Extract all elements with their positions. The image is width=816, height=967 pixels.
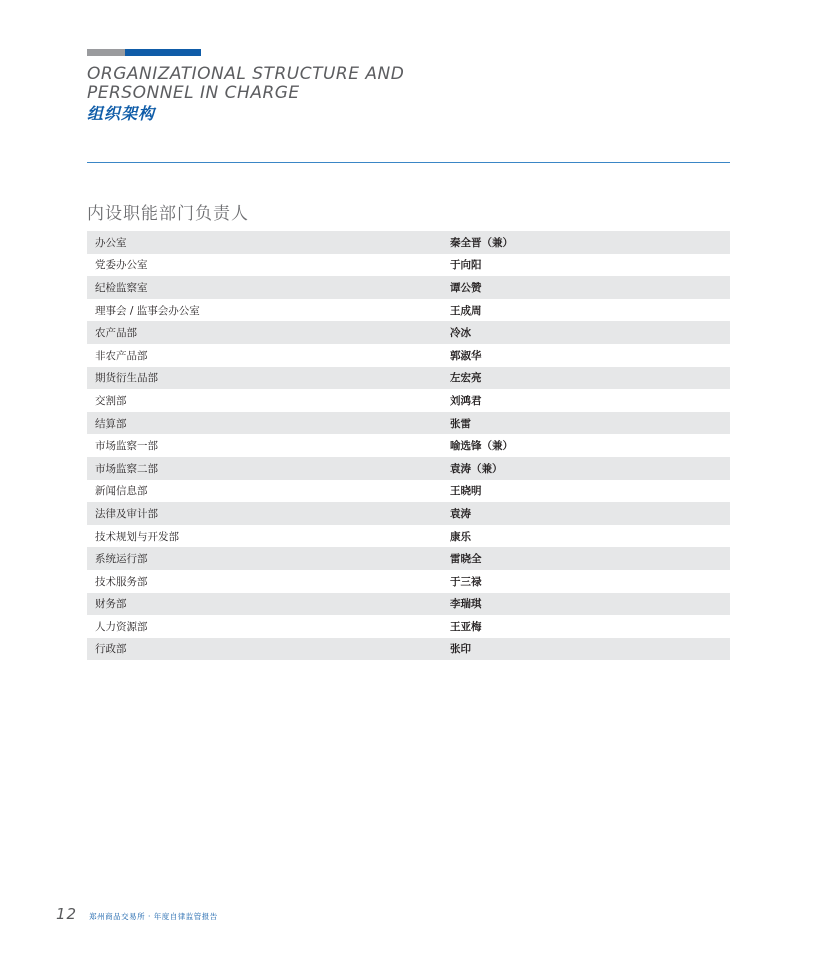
department-name: 理事会 / 监事会办公室 <box>95 304 200 317</box>
table-row <box>87 593 730 616</box>
table-row <box>87 615 730 638</box>
person-in-charge: 康乐 <box>450 530 471 543</box>
department-name: 结算部 <box>95 417 127 430</box>
header-divider <box>87 162 730 163</box>
department-name: 系统运行部 <box>95 553 148 566</box>
person-in-charge: 张雷 <box>450 417 471 430</box>
table-row <box>87 434 730 457</box>
table-row <box>87 570 730 593</box>
section-heading: 内设职能部门负责人 <box>87 204 249 224</box>
table-row <box>87 412 730 435</box>
department-name: 市场监察二部 <box>95 462 158 475</box>
department-name: 法律及审计部 <box>95 507 158 520</box>
person-in-charge: 于向阳 <box>450 259 482 272</box>
page-title-english <box>87 65 407 103</box>
page-footer <box>56 905 218 923</box>
department-name: 市场监察一部 <box>95 440 158 453</box>
person-in-charge: 袁涛 <box>450 507 471 520</box>
person-in-charge: 袁涛（兼） <box>450 462 503 475</box>
accent-bar <box>87 49 201 56</box>
department-name: 人力资源部 <box>95 620 148 633</box>
department-name: 交割部 <box>95 394 127 407</box>
department-name: 技术服务部 <box>95 575 148 588</box>
person-in-charge: 王亚梅 <box>450 620 482 633</box>
department-name: 新闻信息部 <box>95 485 148 498</box>
person-in-charge: 刘鸿君 <box>450 394 482 407</box>
table-row <box>87 502 730 525</box>
department-name: 行政部 <box>95 643 127 656</box>
table-row <box>87 254 730 277</box>
department-name: 非农产品部 <box>95 349 148 362</box>
table-row <box>87 480 730 503</box>
table-row <box>87 321 730 344</box>
department-name: 党委办公室 <box>95 259 148 272</box>
table-row <box>87 525 730 548</box>
table-row <box>87 457 730 480</box>
footer-text: 郑州商品交易所 · 年度自律监管报告 <box>89 912 218 921</box>
department-name: 办公室 <box>95 236 127 249</box>
table-row <box>87 547 730 570</box>
department-name: 期货衍生品部 <box>95 372 158 385</box>
person-in-charge: 王晓明 <box>450 485 482 498</box>
page-title-chinese: 组织架构 <box>87 104 156 123</box>
person-in-charge: 雷晓全 <box>450 553 482 566</box>
person-in-charge: 张印 <box>450 643 471 656</box>
table-row <box>87 389 730 412</box>
department-name: 农产品部 <box>95 327 137 340</box>
title-line-1: ORGANIZATIONAL STRUCTURE AND <box>87 64 405 84</box>
page-number: 12 <box>56 905 78 923</box>
table-row <box>87 231 730 254</box>
person-in-charge: 冷冰 <box>450 327 471 340</box>
table-row <box>87 299 730 322</box>
person-in-charge: 谭公赞 <box>450 281 482 294</box>
person-in-charge: 王成周 <box>450 304 482 317</box>
table-row <box>87 638 730 661</box>
person-in-charge: 左宏亮 <box>450 372 482 385</box>
department-name: 纪检监察室 <box>95 281 148 294</box>
person-in-charge: 喻选锋（兼） <box>450 440 513 453</box>
person-in-charge: 李瑞琪 <box>450 598 482 611</box>
person-in-charge: 郭淑华 <box>450 349 482 362</box>
accent-bar-gray <box>87 49 125 56</box>
person-in-charge: 秦全晋（兼） <box>450 236 513 249</box>
department-heads-table <box>87 231 730 660</box>
title-line-2: PERSONNEL IN CHARGE <box>87 83 300 103</box>
table-row <box>87 344 730 367</box>
department-name: 技术规划与开发部 <box>95 530 179 543</box>
person-in-charge: 于三禄 <box>450 575 482 588</box>
accent-bar-blue <box>125 49 201 56</box>
department-name: 财务部 <box>95 598 127 611</box>
table-row <box>87 276 730 299</box>
table-row <box>87 367 730 390</box>
